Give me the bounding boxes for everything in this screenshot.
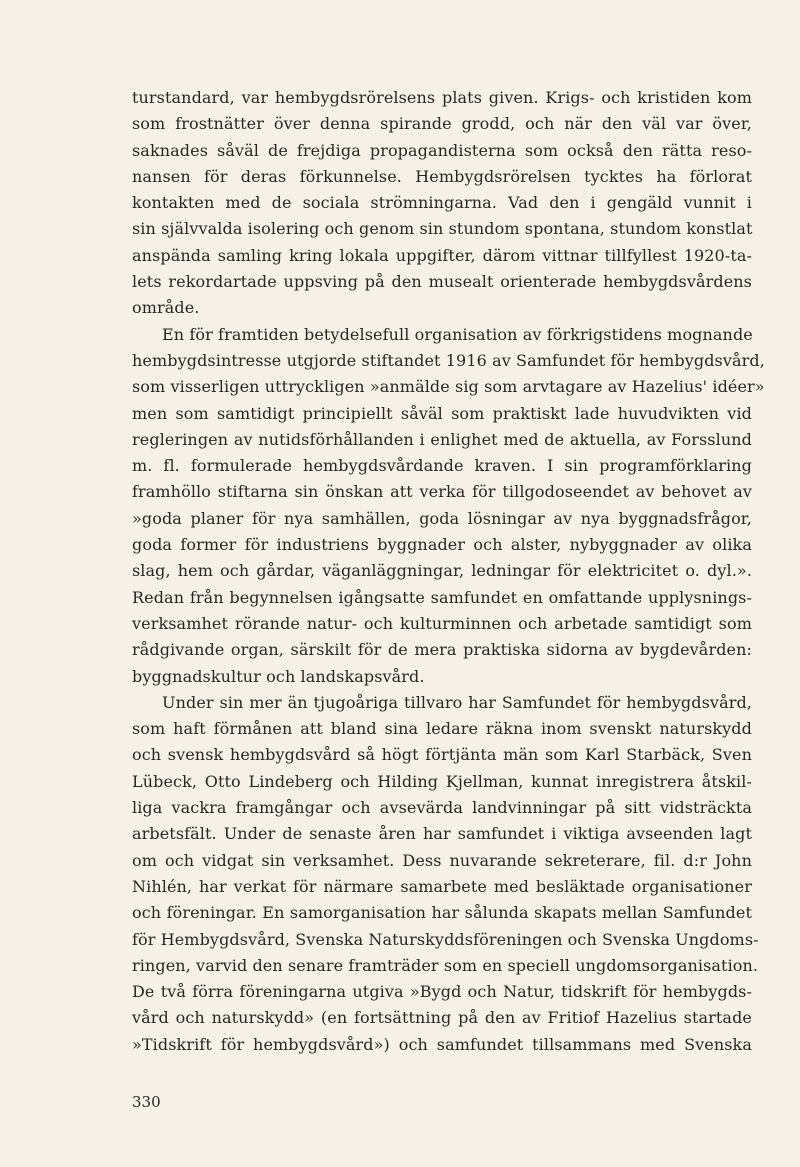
text-line: rådgivande organ, särskilt för de mera praktiska sidorna av bygdevården: <box>132 640 752 660</box>
text-line: liga vackra framgångar och avsevärda landvinningar på sitt vidsträckta <box>132 798 752 818</box>
text-line: anspända samling kring lokala uppgifter, därom vittnar tillfyllest 1920-ta- <box>132 245 752 265</box>
text-line: »Tidskrift för hembygdsvård») och samfundet tillsammans med Svenska <box>132 1034 752 1054</box>
text-line: regleringen av nutidsförhållanden i enlighet med de aktuella, av Forsslund <box>132 429 752 449</box>
paragraph <box>132 690 759 1058</box>
text-line: »goda planer för nya samhällen, goda lösningar av nya byggnadsfrågor, <box>132 508 752 528</box>
text-line: goda former för industriens byggnader och alster, nybyggnader av olika <box>132 535 752 555</box>
text-line: om och vidgat sin verksamhet. Dess nuvarande sekreterare, fil. d:r John <box>132 850 752 870</box>
text-line: Nihlén, har verkat för närmare samarbete med besläktade organisationer <box>132 876 752 896</box>
text-line: m. fl. formulerade hembygdsvårdande kraven. I sin programförklaring <box>132 456 752 476</box>
text-line: byggnadskultur och landskapsvård. <box>132 666 425 686</box>
text-line: och svensk hembygdsvård så högt förtjänta män som Karl Starbäck, Sven <box>132 745 752 765</box>
text-line: framhöllo stiftarna sin önskan att verka för tillgodoseendet av behovet av <box>132 482 752 502</box>
text-line: ringen, varvid den senare framträder som en speciell ungdomsorganisation. <box>132 955 759 975</box>
page-number: 330 <box>132 1093 161 1111</box>
text-line: hembygdsintresse utgjorde stiftandet 1916 av Samfundet för hembygdsvård, <box>132 350 765 370</box>
text-line: slag, hem och gårdar, väganläggningar, ledningar för elektricitet o. dyl.». <box>132 561 752 581</box>
text-line: arbetsfält. Under de senaste åren har samfundet i viktiga avseenden lagt <box>132 824 752 844</box>
paragraph <box>132 322 765 690</box>
text-line: Redan från begynnelsen igångsatte samfundet en omfattande upplysnings- <box>132 587 752 607</box>
text-line: Under sin mer än tjugoåriga tillvaro har Samfundet för hembygdsvård, <box>162 692 752 712</box>
text-line: kontakten med de sociala strömningarna. Vad den i gengäld vunnit i <box>132 193 752 213</box>
text-line: turstandard, var hembygdsrörelsens plats given. Krigs- och kristiden kom <box>132 88 752 107</box>
text-line: verksamhet rörande natur- och kulturminnen och arbetade samtidigt som <box>132 613 752 633</box>
text-line: vård och naturskydd» (en fortsättning på den av Fritiof Hazelius startade <box>132 1008 752 1028</box>
text-line: Lübeck, Otto Lindeberg och Hilding Kjellman, kunnat inregistrera åtskil- <box>132 771 752 791</box>
text-line: nansen för deras förkunnelse. Hembygdsrörelsen tycktes ha förlorat <box>132 166 752 186</box>
text-line: lets rekordartade uppsving på den musealt orienterade hembygdsvårdens <box>132 272 752 292</box>
text-line: En för framtiden betydelsefull organisation av förkrigstidens mognande <box>162 324 753 344</box>
text-line: De två förra föreningarna utgiva »Bygd och Natur, tidskrift för hembygds- <box>132 982 752 1002</box>
text-line: område. <box>132 298 200 318</box>
text-line: som frostnätter över denna spirande grodd, och när den väl var över, <box>132 114 752 134</box>
text-line: men som samtidigt principiellt såväl som praktiskt lade huvudvikten vid <box>132 403 752 423</box>
paragraph <box>132 85 752 322</box>
text-line: för Hembygdsvård, Svenska Naturskyddsföreningen och Svenska Ungdoms- <box>132 929 759 949</box>
text-line: som visserligen uttryckligen »anmälde sig som arvtagare av Hazelius' idéer» <box>132 377 765 397</box>
text-line: och föreningar. En samorganisation har sålunda skapats mellan Samfundet <box>132 903 752 923</box>
text-line: sin självvalda isolering och genom sin stundom spontana, stundom konstlat <box>132 219 753 239</box>
text-line: som haft förmånen att bland sina ledare räkna inom svenskt naturskydd <box>132 719 752 739</box>
text-line: saknades såväl de frejdiga propagandisterna som också den rätta reso- <box>132 140 752 160</box>
body-text <box>132 85 765 1058</box>
